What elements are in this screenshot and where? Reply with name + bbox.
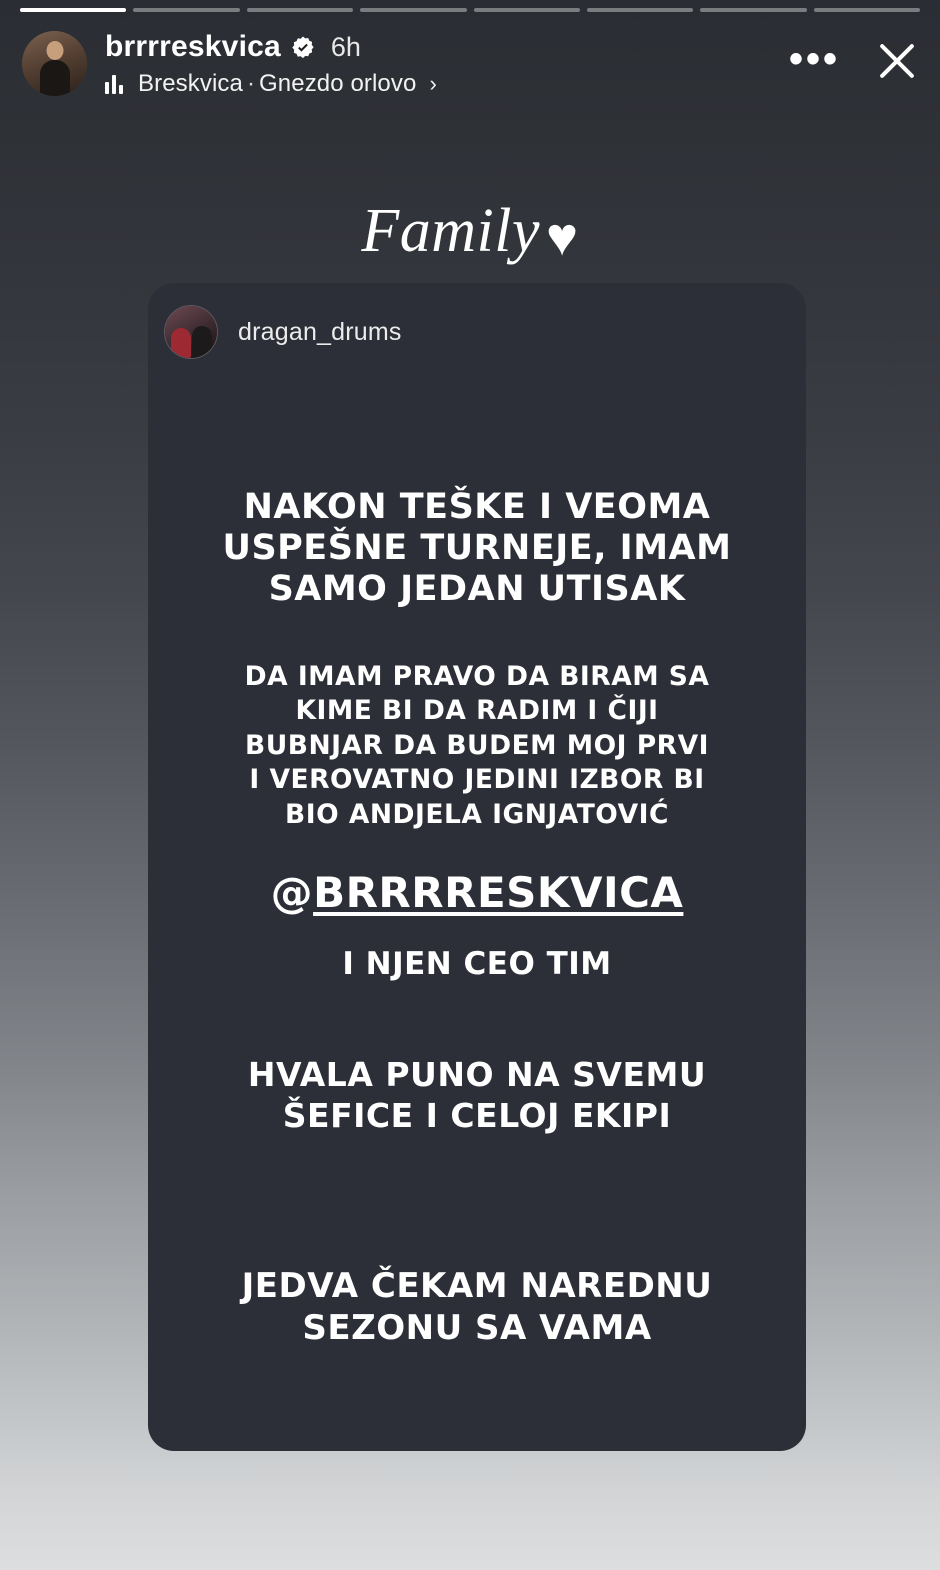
avatar-figure [40,60,70,96]
reposted-post-card[interactable] [148,283,806,1451]
story-overlay-title [0,196,940,268]
music-separator: · [246,70,256,97]
story-music-label [138,70,416,98]
closing-line: SEZONU SA VAMA [302,1308,652,1349]
paragraph-line: KIME BI DA RADIM I ČIJI [295,695,659,727]
progress-segment[interactable] [247,8,353,12]
reposted-headline: NAKON TEŠKE I VEOMA USPEŠNE TURNEJE, IMAM SAMO JEDAN UTISAK [222,487,732,609]
progress-segment[interactable] [814,8,920,12]
progress-segment[interactable] [133,8,239,12]
story-progress-bar [20,8,920,12]
thanks-line: HVALA PUNO NA SVEMU [247,1055,707,1095]
closing-line: JEDVA ČEKAM NAREDNU [241,1265,713,1306]
verified-badge-icon [291,35,315,59]
avatar-face [46,41,63,60]
story-author-row [105,26,437,68]
reposted-paragraph [176,660,778,832]
story-header-texts [105,26,437,98]
progress-segment[interactable] [700,8,806,12]
reposted-mention[interactable] [176,868,778,918]
music-artist: Breskvica [138,70,243,97]
reposted-post-body [148,487,806,1350]
reposted-avatar-figure-left [171,328,191,358]
more-options-icon[interactable]: ••• [788,37,840,81]
paragraph-line: I VEROVATNO JEDINI IZBOR BI [249,764,705,796]
chevron-right-icon[interactable]: › [429,71,437,96]
progress-segment[interactable] [360,8,466,12]
story-username[interactable]: brrrreskvica [105,30,281,63]
reposted-thanks [176,1054,778,1137]
overlay-title-text: Family [361,197,541,265]
music-bars-icon [105,74,127,94]
paragraph-line: BUBNJAR DA BUDEM MOJ PRVI [245,729,709,761]
story-header-actions [789,26,920,82]
reposted-avatar-figure-right [192,326,212,358]
thanks-line: ŠEFICE I CELOJ EKIPI [282,1096,672,1136]
story-header [22,26,920,110]
reposted-author-avatar[interactable] [164,305,218,359]
close-icon[interactable] [874,36,920,82]
paragraph-line: DA IMAM PRAVO DA BIRAM SA [244,660,710,692]
story-timestamp: 6h [330,31,361,62]
avatar[interactable] [22,31,87,96]
story-music-row[interactable] [105,70,437,98]
progress-segment[interactable] [474,8,580,12]
progress-segment[interactable] [587,8,693,12]
heart-icon: ♥ [546,207,579,267]
reposted-author-username[interactable]: dragan_drums [238,317,402,346]
mention-handle[interactable]: BRRRRESKVICA [313,868,684,917]
reposted-closing [176,1265,778,1350]
reposted-post-header[interactable] [148,283,806,359]
reposted-subline: I NJEN CEO TIM [342,945,612,982]
progress-segment[interactable] [20,8,126,12]
music-title: Gnezdo orlovo [259,70,417,97]
mention-at-symbol: @ [270,868,314,917]
paragraph-line: BIO ANDJELA IGNJATOVIĆ [285,798,669,830]
